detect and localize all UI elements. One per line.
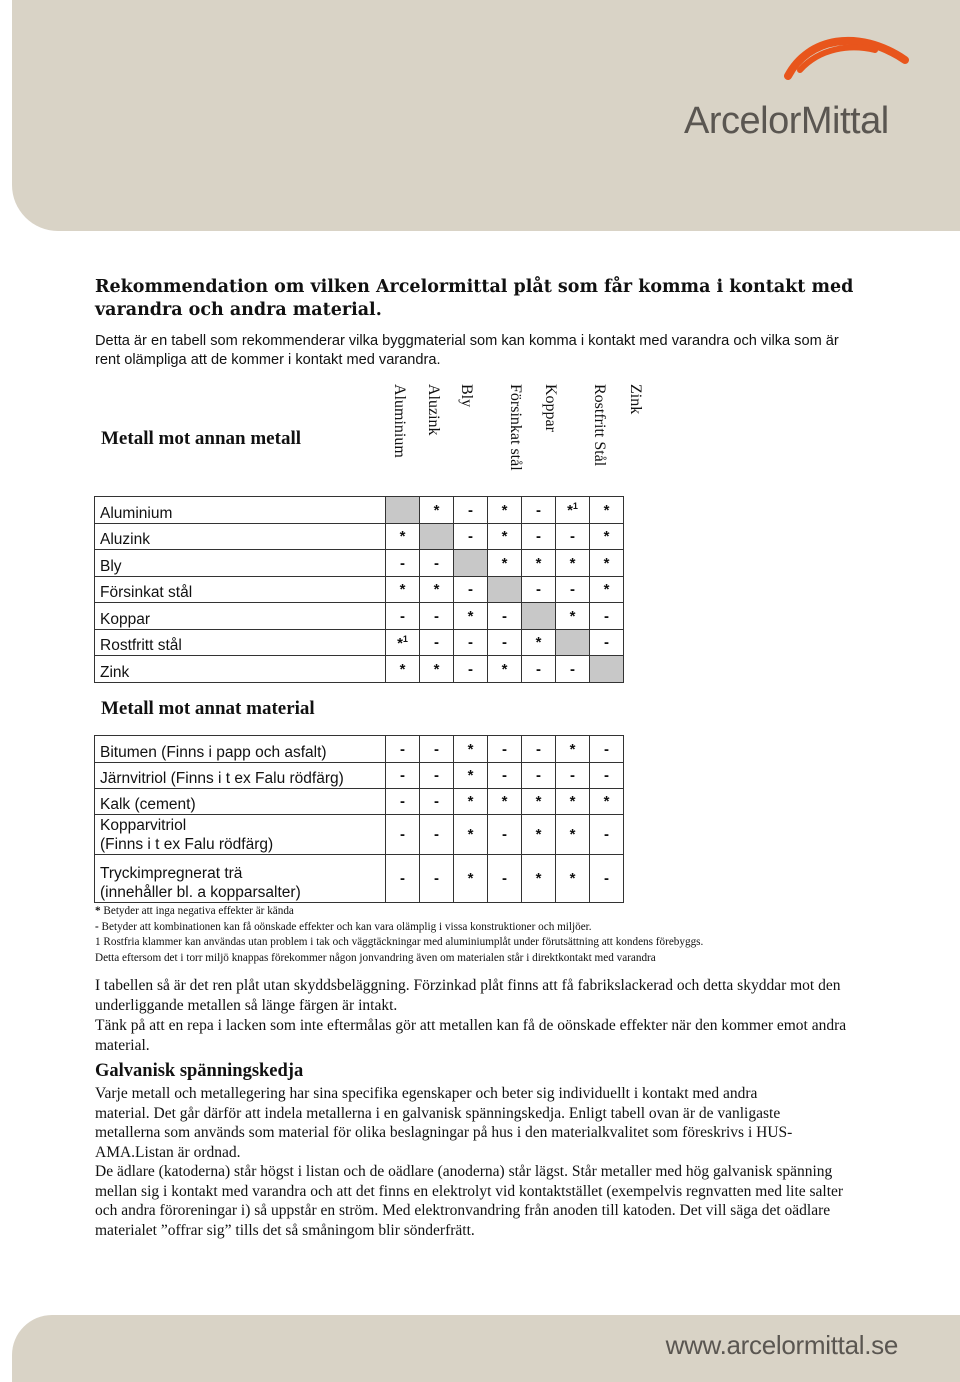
compat-cell: * — [522, 815, 556, 855]
logo-swoosh-icon — [680, 20, 910, 100]
self-cell — [488, 577, 522, 603]
compat-cell: - — [522, 763, 556, 789]
compat-cell: - — [556, 763, 590, 789]
compat-cell: * — [454, 736, 488, 763]
compat-cell: * — [488, 550, 522, 577]
table-row — [95, 524, 624, 550]
self-cell — [522, 603, 556, 630]
compat-cell: * — [420, 656, 454, 683]
table-row — [95, 736, 624, 763]
row-label: Bly — [95, 550, 386, 577]
compat-cell: - — [488, 736, 522, 763]
logo-wordmark: ArcelorMittal — [684, 100, 889, 142]
table-row — [95, 550, 624, 577]
note-star: * Betyder att inga negativa effekter är kända — [95, 905, 294, 917]
compat-cell: - — [488, 763, 522, 789]
compat-cell: - — [386, 789, 420, 815]
table-row — [95, 497, 624, 524]
intro-text: Detta är en tabell som rekommenderar vilka byggmaterial som kan komma i kontakt med varandra och vilka som är rent olämpliga att de kommer i kontakt med varandra. — [95, 333, 839, 368]
compat-cell: * — [488, 524, 522, 550]
compat-cell: - — [556, 524, 590, 550]
compat-cell: - — [454, 524, 488, 550]
column-header: Försinkat stål — [507, 384, 524, 471]
row-label: Koppar — [95, 603, 386, 630]
row-label: Kopparvitriol (Finns i t ex Falu rödfärg) — [95, 815, 386, 855]
compat-cell: - — [420, 630, 454, 656]
note-footnote: 1 Rostfria klammer kan användas utan problem i tak och väggtäckningar med aluminiumplåt under förutsättning att kondens förebyggs. — [95, 936, 704, 948]
compat-cell: * — [420, 577, 454, 603]
compat-cell: * — [488, 656, 522, 683]
compat-cell: * — [556, 736, 590, 763]
compat-cell: - — [420, 603, 454, 630]
compat-cell: * — [386, 577, 420, 603]
compat-cell: * — [556, 550, 590, 577]
section-heading-material: Metall mot annat material — [101, 698, 315, 719]
compat-cell: * — [454, 815, 488, 855]
arcelormittal-logo — [680, 20, 910, 142]
compat-cell: * — [590, 497, 624, 524]
compat-cell: - — [420, 736, 454, 763]
compat-cell: - — [522, 497, 556, 524]
compat-cell: *$^1$ — [556, 497, 590, 524]
galvanic-paragraph-1: Varje metall och metallegering har sina specifika egenskaper och beter sig individuellt i kontakt med andra material. Det går därför att indela metallerna i en galvanisk spänningskedja. Enligt tabell ovan är de vanligaste metallerna som används som material för olika beslagningar på hus i den materialkvalitet som föreskrivs i HUS-AMA.Listan är ordnad. — [95, 1085, 793, 1162]
compat-cell: - — [454, 630, 488, 656]
column-header: Rostfritt Stål — [591, 384, 608, 467]
row-label: Aluzink — [95, 524, 386, 550]
compat-cell: - — [420, 789, 454, 815]
compat-cell: - — [522, 524, 556, 550]
compat-cell: * — [522, 550, 556, 577]
compat-cell: * — [386, 524, 420, 550]
compat-cell: - — [522, 656, 556, 683]
compat-cell: - — [386, 763, 420, 789]
compat-cell: * — [420, 497, 454, 524]
column-header: Koppar — [542, 384, 559, 432]
compat-cell: - — [590, 855, 624, 903]
compat-cell: - — [454, 656, 488, 683]
paragraph-scratch: Tänk på att en repa i lacken som inte eftermålas gör att metallen kan få de oönskade effekter när den kommer emot andra material. — [95, 1017, 847, 1054]
row-label: Försinkat stål — [95, 577, 386, 603]
compat-cell: * — [454, 789, 488, 815]
compat-cell: * — [590, 577, 624, 603]
compat-cell: * — [386, 656, 420, 683]
galvanic-paragraph-2: De ädlare (katoderna) står högst i listan och de oädlare (anoderna) står lägst. Står metaller med hög galvanisk spänning mellan sig i kontakt med varandra och att det finns en elektrolyt vid kontaktstället (exempelvis regnvatten med lite salter och andra föroreningar i) så uppstår en ström. Med elektronvandring från anoden till katoden. Det vill säga det oädlare materialet ”offrar sig” tills det så småningom blir sönderfrätt. — [95, 1163, 844, 1240]
galvanic-heading: Galvanisk spänningskedja — [95, 1061, 304, 1081]
row-label: Bitumen (Finns i papp och asfalt) — [95, 736, 386, 763]
compat-cell: * — [488, 789, 522, 815]
table-row — [95, 577, 624, 603]
compat-cell: - — [590, 736, 624, 763]
compat-cell: * — [556, 603, 590, 630]
self-cell — [454, 550, 488, 577]
compat-cell: * — [522, 630, 556, 656]
compat-cell: * — [454, 763, 488, 789]
row-label: Järnvitriol (Finns i t ex Falu rödfärg) — [95, 763, 386, 789]
table-row — [95, 789, 624, 815]
compat-cell: * — [556, 789, 590, 815]
compat-cell: - — [386, 855, 420, 903]
compat-cell: - — [488, 630, 522, 656]
self-cell — [420, 524, 454, 550]
column-header: Aluzink — [425, 384, 442, 436]
row-label: Aluminium — [95, 497, 386, 524]
compat-cell: * — [454, 855, 488, 903]
table-row — [95, 603, 624, 630]
compat-cell: - — [420, 855, 454, 903]
compat-cell: * — [590, 550, 624, 577]
paragraph-coating: I tabellen så är det ren plåt utan skyddsbeläggning. Förzinkad plåt finns att få fabrikslackerad och detta skyddar mot den underliggande metallen så länge färgen är intakt. — [95, 977, 841, 1014]
compat-cell: * — [488, 497, 522, 524]
compat-cell: - — [488, 855, 522, 903]
self-cell — [386, 497, 420, 524]
row-label: Zink — [95, 656, 386, 683]
self-cell — [590, 656, 624, 683]
note-dry-environment: Detta eftersom det i torr miljö knappas förekommer någon jonvandring även om materialen står i direktkontakt med varandra — [95, 951, 656, 964]
compat-cell: - — [556, 577, 590, 603]
footer-url: www.arcelormittal.se — [665, 1330, 898, 1360]
table-row — [95, 855, 624, 903]
legend-notes — [95, 904, 895, 966]
compat-cell: - — [386, 603, 420, 630]
compat-cell: - — [556, 656, 590, 683]
table-row — [95, 656, 624, 683]
note-dash: - Betyder att kombinationen kan få oönskade effekter och kan vara olämplig i vissa konstruktioner och miljöer. — [95, 920, 592, 933]
compat-cell: * — [556, 855, 590, 903]
compat-cell: - — [522, 736, 556, 763]
compat-cell: * — [522, 855, 556, 903]
table-row — [95, 815, 624, 855]
table-row — [95, 630, 624, 656]
table-row — [95, 763, 624, 789]
compat-cell: - — [488, 815, 522, 855]
compat-cell: - — [386, 736, 420, 763]
compat-cell: * — [522, 789, 556, 815]
column-header: Bly — [458, 384, 475, 408]
compat-cell: - — [420, 763, 454, 789]
compat-cell: - — [590, 815, 624, 855]
compat-cell: - — [590, 630, 624, 656]
compat-cell: - — [386, 815, 420, 855]
self-cell — [556, 630, 590, 656]
compat-cell: - — [420, 550, 454, 577]
compat-cell: * — [590, 789, 624, 815]
page-title: Rekommendation om vilken Arcelormittal plåt som får komma i kontakt med varandra och andra material. — [95, 277, 854, 320]
row-label: Rostfritt stål — [95, 630, 386, 656]
compat-cell: - — [454, 497, 488, 524]
compat-cell: - — [590, 603, 624, 630]
compat-cell: - — [454, 577, 488, 603]
compat-cell: * — [454, 603, 488, 630]
compat-cell: - — [488, 603, 522, 630]
row-label: Tryckimpregnerat trä (innehåller bl. a kopparsalter) — [95, 855, 386, 903]
compat-cell: * — [556, 815, 590, 855]
column-header: Zink — [627, 384, 644, 415]
compat-cell: - — [386, 550, 420, 577]
compat-cell: *$^1$ — [386, 630, 420, 656]
compat-cell: - — [420, 815, 454, 855]
row-label: Kalk (cement) — [95, 789, 386, 815]
column-header: Aluminium — [391, 384, 408, 458]
compat-cell: - — [590, 763, 624, 789]
compat-cell: - — [522, 577, 556, 603]
metal-compatibility-table — [94, 496, 624, 683]
compat-cell: * — [590, 524, 624, 550]
section-heading-metal: Metall mot annan metall — [101, 428, 302, 449]
material-compatibility-table — [94, 735, 624, 903]
